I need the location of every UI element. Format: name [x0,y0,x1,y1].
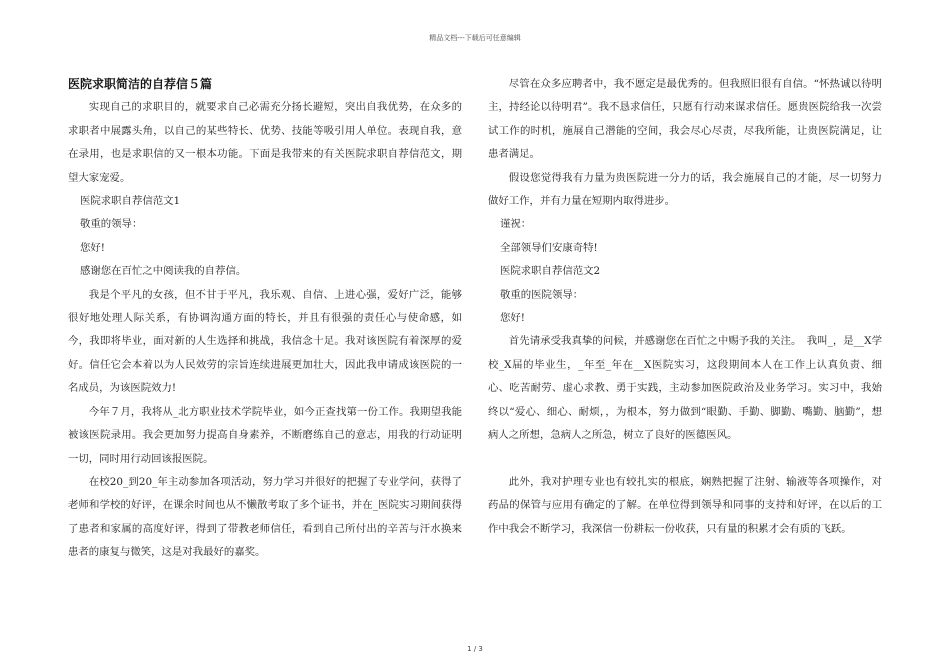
paragraph-spacer [488,448,882,471]
letter-1-paragraph: 在校20_到20_年主动参加各项活动，努力学习并很好的把握了专业学问，获得了老师和学校的好评，在课余时间也从不懒散考取了多个证书，并在_医院实习期间获得了患者和家属的高度好评，得到了带教老师信任，看到自己所付出的辛苦与汗水换来患者的康复与微笑，这是对我最好的嘉奖。 [68,475,462,559]
letter-2-paragraph: 此外，我对护理专业也有较扎实的根底，娴熟把握了注射、输液等各项操作，对药品的保管与应用有确定的了解。在单位得到领导和同事的支持和好评，在以后的工作中我会不断学习，我深信一份耕耘一份收获，只有量的积累才会有质的飞跃。 [488,475,882,535]
letter-1-greeting: 您好! [80,241,105,254]
letter-2-greeting: 您好! [500,312,525,325]
intro-paragraph: 实现自己的求职目的，就要求自己必需充分扬长避短，突出自我优势，在众多的求职者中展露头角，以自己的某些特长、优势、技能等吸引用人单位。表现自我，意在录用，也是求职信的又一根本功能。下面是我带来的有关医院求职自荐信范文，期望大家宠爱。 [68,101,462,184]
page-number: 1 / 3 [467,645,483,653]
letter-1-paragraph: 我是个平凡的女孩，但不甘于平凡，我乐观、自信、上进心强，爱好广泛，能够很好地处理人际关系，有协调沟通方面的特长，并且有很强的责任心与使命感，如今，我即将毕业，面对新的人生选择和挑战，我信念十足。我对该医院有着深厚的爱好。信任它会本着以为人民效劳的宗旨连续进展更加壮大，因此我申请成该医院的一名成员，为该医院效力! [68,288,462,395]
letter-1-wishes: 全部领导们安康奇特! [500,241,598,254]
left-column [68,73,462,565]
letter-1-thanks: 感谢您在百忙之中阅读我的自荐信。 [80,265,247,278]
right-column [488,73,882,541]
letter-2-salutation: 敬重的医院领导： [500,288,584,301]
letter-1-paragraph: 假设您觉得我有力量为贵医院进一分力的话，我会施展自己的才能，尽一切努力做好工作，并有力量在短期内取得进步。 [488,171,882,208]
letter-1-closing: 谨祝： [500,218,532,231]
letter-1-heading: 医院求职自荐信范文1 [80,195,181,208]
letter-1-paragraph: 今年７月，我将从_北方职业技术学院毕业，如今正查找第一份工作。我期望我能被该医院录用。我会更加努力提高自身素养，不断磨练自己的意志，用我的行动证明一切，同时用行动回该报医院。 [68,405,462,465]
page-header: 精品文档---下载后可任意编辑 [429,34,521,42]
letter-2-heading: 医院求职自荐信范文2 [500,265,601,278]
letter-1-paragraph: 尽管在众多应聘者中，我不愿定是最优秀的。但我照旧很有自信。“怀热诚以待明主，持经论以待明君”。我不恳求信任，只愿有行动来谋求信任。愿贵医院给我一次尝试工作的时机，施展自己潜能的空间，我会尽心尽责，尽我所能，让贵医院满足，让患者满足。 [488,78,882,161]
letter-2-paragraph: 首先请承受我真挚的问候，并感谢您在百忙之中赐予我的关注。 我叫_，是__X学校_X届的毕业生，_年至_年在__X医院实习，这段期间本人在工作上认真负责、细心、吃苦耐劳、虚心求教、勇于实践，主动参加医院政治及业务学习。实习中，我始终以“爱心、细心、耐烦，，为根本，努力做到“眼勤、手勤、脚勤、嘴勤、脑勤”，想病人之所想，急病人之所急，树立了良好的医德医风。 [488,335,882,442]
document-title: 医院求职简洁的自荐信５篇 [68,77,213,91]
letter-1-salutation: 敬重的领导： [80,218,143,231]
